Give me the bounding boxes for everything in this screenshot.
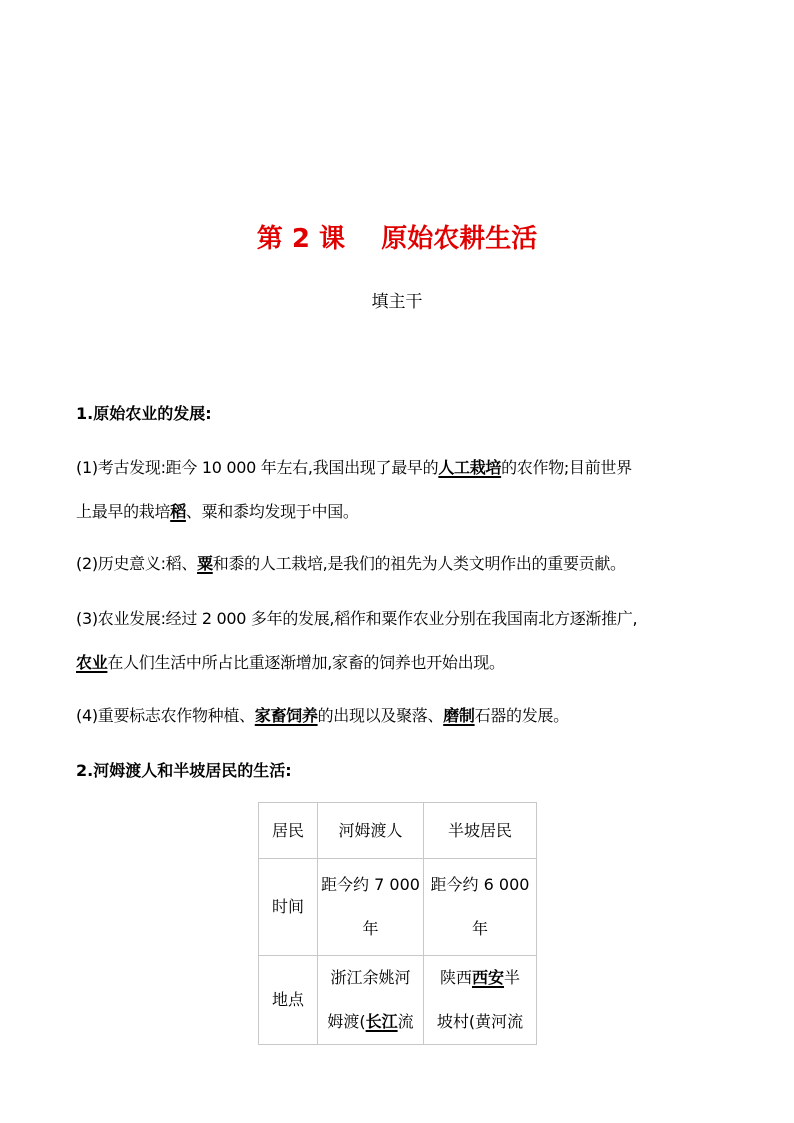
text: (3)农业发展:经过 2 000 多年的发展,稻作和粟作农业分别在我国南北方逐渐推广, — [76, 609, 638, 628]
text: 浙江余姚河 — [330, 968, 411, 987]
table-row — [259, 859, 537, 956]
text: 上最早的栽培 — [76, 502, 171, 521]
paragraph-3 — [76, 597, 724, 685]
text: 的出现以及聚落、 — [317, 706, 444, 725]
text: 的农作物;目前世界 — [501, 458, 632, 477]
text: (1)考古发现:距今 10 000 年左右,我国出现了最早的 — [76, 458, 439, 477]
text: 姆渡( — [327, 1012, 366, 1031]
text: 在人们生活中所占比重逐渐增加,家畜的饲养也开始出现。 — [107, 653, 505, 672]
key-term: 长江 — [365, 1012, 398, 1031]
lesson-title: 第 2 课 原始农耕生活 — [256, 224, 538, 254]
text: 、粟和黍均发现于中国。 — [185, 502, 359, 521]
text: 年 — [471, 919, 488, 938]
subtitle: 填主干 — [371, 292, 423, 312]
paragraph-2 — [76, 542, 724, 586]
paragraph-1 — [76, 446, 724, 534]
text: 距今约 6 000 — [430, 875, 530, 894]
key-term: 粟 — [197, 554, 213, 573]
text: 年 — [362, 919, 379, 938]
table-cell — [424, 859, 537, 956]
text: (4)重要标志农作物种植、 — [76, 706, 255, 725]
text: 坡村(黄河流 — [436, 1012, 524, 1031]
table-cell — [318, 859, 424, 956]
text: 陕西 — [439, 968, 472, 987]
key-term: 西安 — [471, 968, 504, 987]
table-cell: 时间 — [259, 859, 318, 956]
key-term: 家畜饲养 — [254, 706, 318, 725]
table-cell — [318, 956, 424, 1045]
text: 和黍的人工栽培,是我们的祖先为人类文明作出的重要贡献。 — [212, 554, 626, 573]
section2-heading: 2.河姆渡人和半坡居民的生活: — [76, 761, 292, 780]
paragraph-4 — [76, 694, 724, 738]
key-term: 人工栽培 — [438, 458, 502, 477]
text: 流 — [397, 1012, 414, 1031]
table-row — [259, 803, 537, 859]
text: 半 — [504, 968, 521, 987]
text: 石器的发展。 — [474, 706, 569, 725]
key-term: 磨制 — [443, 706, 475, 725]
key-term: 农业 — [76, 653, 108, 672]
text: (2)历史意义:稻、 — [76, 554, 198, 573]
table-cell — [424, 956, 537, 1045]
table-header-cell: 河姆渡人 — [318, 803, 424, 859]
table-header-cell: 居民 — [259, 803, 318, 859]
comparison-table — [258, 802, 537, 1045]
table-row — [259, 956, 537, 1045]
key-term: 稻 — [170, 502, 186, 521]
text: 距今约 7 000 — [321, 875, 420, 894]
section1-heading: 1.原始农业的发展: — [76, 404, 212, 423]
table-header-cell: 半坡居民 — [424, 803, 537, 859]
table-cell: 地点 — [259, 956, 318, 1045]
